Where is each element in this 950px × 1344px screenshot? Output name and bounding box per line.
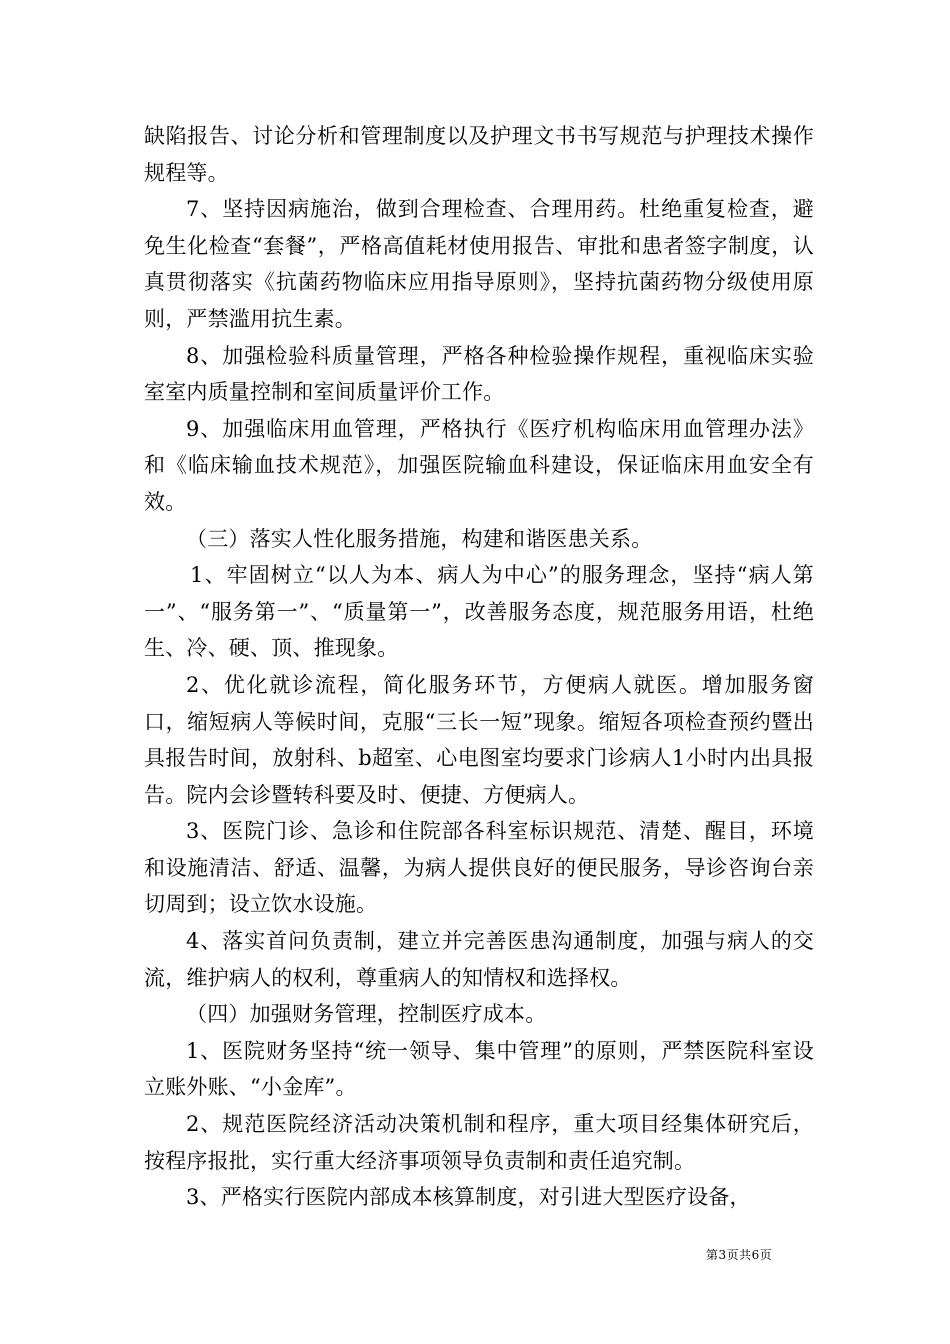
paragraph-continuation: 缺陷报告、讨论分析和管理制度以及护理文书书写规范与护理技术操作规程等。	[144, 124, 814, 185]
paragraph-item-7: 7、坚持因病施治，做到合理检查、合理用药。杜绝重复检查，避免生化检查“套餐”，严格高值耗材使用报告、审批和患者签字制度，认真贯彻落实《抗菌药物临床应用指导原则》，坚持抗菌药物分级使用原则，严禁滥用抗生素。	[144, 197, 814, 331]
paragraph-finance-2: 2、规范医院经济活动决策机制和程序，重大项目经集体研究后，按程序报批，实行重大经济事项领导负责制和责任追究制。	[144, 1112, 814, 1173]
paragraph-service-3: 3、医院门诊、急诊和住院部各科室标识规范、清楚、醒目，环境和设施清洁、舒适、温馨，为病人提供良好的便民服务，导诊咨询台亲切周到；设立饮水设施。	[144, 819, 814, 917]
paragraph-service-2: 2、优化就诊流程，简化服务环节，方便病人就医。增加服务窗口，缩短病人等候时间，克服“三长一短”现象。缩短各项检查预约暨出具报告时间，放射科、b超室、心电图室均要求门诊病人1小时内出具报告。院内会诊暨转科要及时、便捷、方便病人。	[144, 672, 814, 807]
document-body	[144, 118, 814, 1216]
paragraph-finance-3: 3、严格实行医院内部成本核算制度，对引进大型医疗设备，	[186, 1185, 751, 1210]
paragraph-item-9: 9、加强临床用血管理，严格执行《医疗机构临床用血管理办法》和《临床输血技术规范》，加强医院输血科建设，保证临床用血安全有效。	[144, 416, 814, 514]
section-heading-4: （四）加强财务管理，控制医疗成本。	[186, 1002, 547, 1027]
section-heading-3: （三）落实人性化服务措施，构建和谐医患关系。	[186, 526, 653, 551]
paragraph-finance-1: 1、医院财务坚持“统一领导、集中管理”的原则，严禁医院科室设立账外账、“小金库”。	[144, 1038, 814, 1100]
paragraph-service-4: 4、落实首问负责制，建立并完善医患沟通制度，加强与病人的交流，维护病人的权利，尊重病人的知情权和选择权。	[144, 929, 814, 990]
paragraph-item-8: 8、加强检验科质量管理，严格各种检验操作规程，重视临床实验室室内质量控制和室间质量评价工作。	[144, 343, 814, 405]
paragraph-service-1: 1、牢固树立“以人为本、病人为中心”的服务理念，坚持“病人第一”、“服务第一”、“质量第一”，改善服务态度，规范服务用语，杜绝生、冷、硬、顶、推现象。	[144, 563, 814, 661]
page-number-footer: 第3页共6页	[706, 1248, 773, 1262]
